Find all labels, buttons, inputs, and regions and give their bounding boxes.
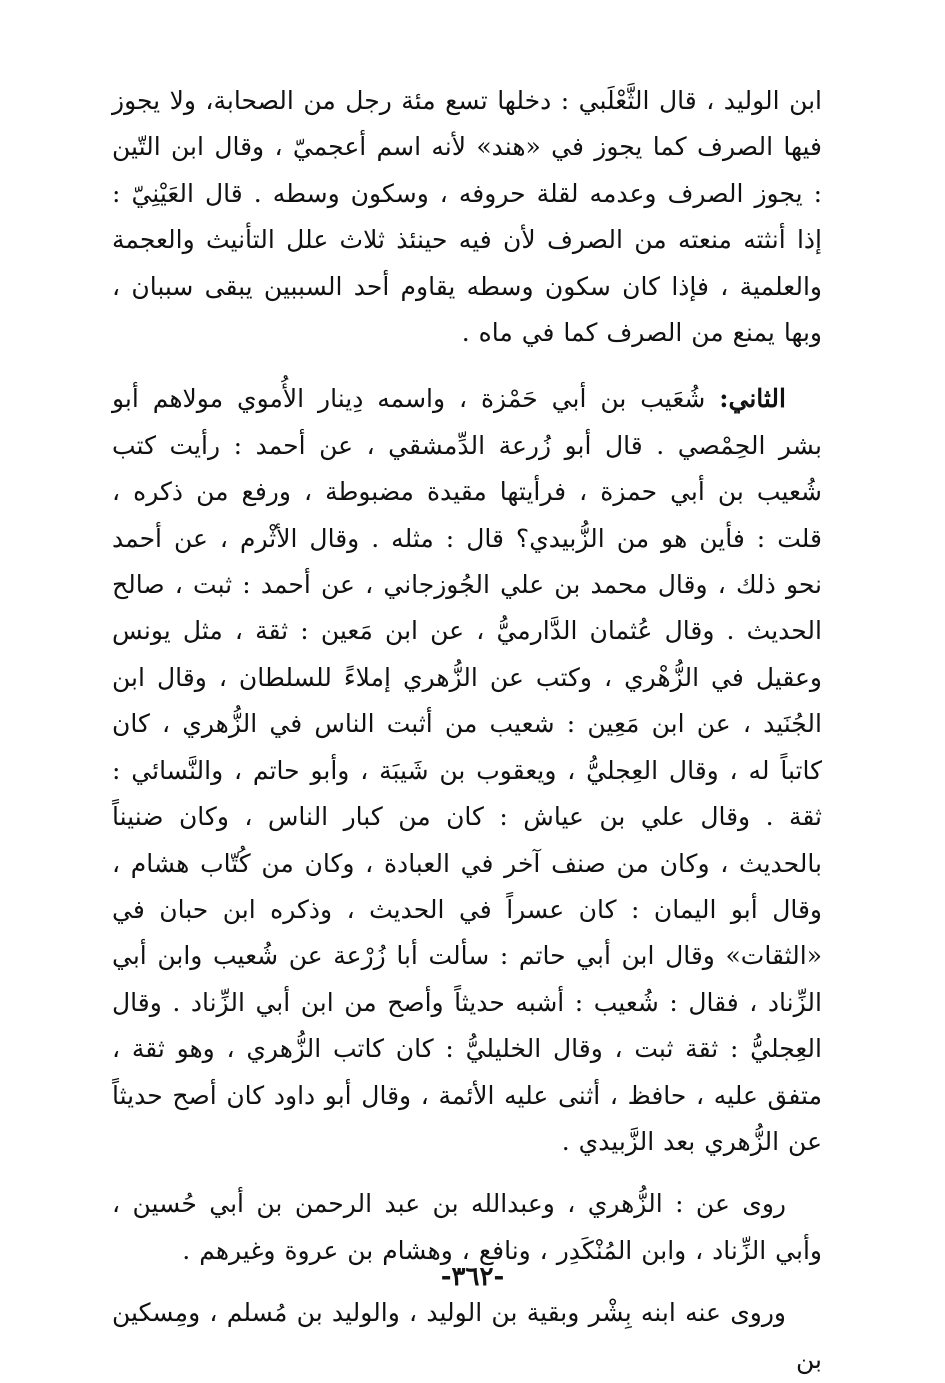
paragraph-2 (112, 376, 822, 1165)
paragraph-1 (112, 78, 822, 356)
paragraph-2-lead: الثاني: (719, 384, 786, 414)
paragraph-1-text: ابن الوليد ، قال الثَّعْلَبي : دخلها تسع مئة رجل من الصحابة، ولا يجوز فيها الصرف كما يجوز في «هند» لأنه اسم أعجميّ ، وقال ابن التّين : يجوز الصرف وعدمه لقلة حروفه ، وسكون وسطه . قال العَيْنِيّ : إذا أنثته منعته من الصرف لأن فيه حينئذ ثلاث علل التأنيث والعجمة والعلمية ، فإذا كان سكون وسطه يقاوم أحد السببين يبقى سببان ، وبها يمنع من الصرف كما في ماه . (112, 86, 822, 348)
page-number: -٣٦٢- (440, 1262, 505, 1292)
book-page (112, 78, 822, 1383)
paragraph-2-text: شُعَيب بن أبي حَمْزة ، واسمه دِينار الأُموي مولاهم أبو بشر الحِمْصي . قال أبو زُرعة الدِّمشقي ، عن أحمد : رأيت كتب شُعيب بن أبي حمزة ، فرأيتها مقيدة مضبوطة ، ورفع من ذكره ، قلت : فأين هو من الزُّبيدي؟ قال : مثله . وقال الأثْرم ، عن أحمد نحو ذلك ، وقال محمد بن علي الجُوزجاني ، عن أحمد : ثبت ، صالح الحديث . وقال عُثمان الدَّارميُّ ، عن ابن مَعين : ثقة ، مثل يونس وعقيل في الزُّهْري ، وكتب عن الزُّهري إملاءً للسلطان ، وقال ابن الجُنَيد ، عن ابن مَعِين : شعيب من أثبت الناس في الزُّهري ، كان كاتباً له ، وقال العِجليُّ ، ويعقوب بن شَيبَة ، وأبو حاتم ، والنَّسائي : ثقة . وقال علي بن عياش : كان من كبار الناس ، وكان ضنيناً بالحديث ، وكان من صنف آخر في العبادة ، وكان من كُتّاب هشام ، وقال أبو اليمان : كان عسراً في الحديث ، وذكره ابن حبان في «الثقات» وقال ابن أبي حاتم : سألت أبا زُرْعة عن شُعيب وابن أبي الزِّناد ، فقال : شُعيب : أشبه حديثاً وأصح من ابن أبي الزِّناد . وقال العِجليُّ : ثقة ثبت ، وقال الخليليُّ : كان كاتب الزُّهري ، وهو ثقة ، متفق عليه ، حافظ ، أثنى عليه الأئمة ، وقال أبو داود كان أصح حديثاً عن الزُّهري بعد الزَّبيدي . (112, 384, 822, 1156)
paragraph-4 (112, 1290, 822, 1383)
paragraph-4-text: وروى عنه ابنه بِشْر وبقية بن الوليد ، والوليد بن مُسلم ، ومِسكين بن (112, 1298, 822, 1374)
paragraph-3 (112, 1181, 822, 1274)
paragraph-3-text: روى عن : الزُّهري ، وعبدالله بن عبد الرحمن بن أبي حُسين ، وأبي الزِّناد ، وابن المُنْكَدِر ، ونافع ، وهشام بن عروة وغيرهم . (112, 1189, 822, 1265)
